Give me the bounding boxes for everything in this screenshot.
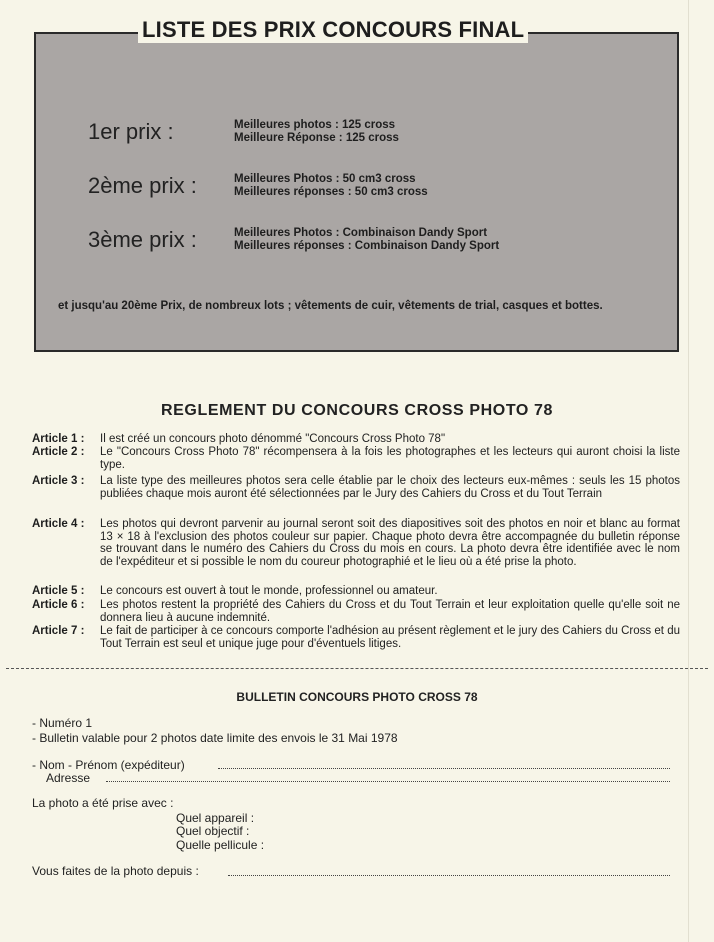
article-label: Article 3 : [32,475,85,487]
prize-second [88,172,668,212]
prize-label: 1er prix : [88,119,174,144]
article-label: Article 5 : [32,585,85,597]
name-label: - Nom - Prénom (expéditeur) [32,758,185,772]
prize-line: Meilleures réponses : Combinaison Dandy Sport [234,240,500,252]
article-label: Article 4 : [32,518,85,530]
prize-detail [234,227,499,253]
article [32,475,680,500]
camera-label: Quel appareil : [176,811,255,825]
article-label: Article 6 : [32,599,85,611]
prize-detail [234,119,399,145]
article-text: Les photos qui devront parvenir au journal seront soit des diapositives soit des photos en noir et blanc au format 13 × 18 à l'exclusion des photos couleur sur papier. Chaque photo devra être accompagnée du bulletin réponse se trouvant dans le numéro des Cahiers du Cross du mois en cours. La photo devra être identifiée avec le nom de l'expéditeur et si possible le nom du coureur photographié et le lieu où a été prise la photo. [100,518,680,568]
bulletin-title: BULLETIN CONCOURS PHOTO CROSS 78 [236,690,478,704]
cut-line [6,668,708,669]
article-text: Il est créé un concours photo dénommé "Concours Cross Photo 78" [100,433,446,445]
since-label: Vous faites de la photo depuis : [32,864,199,878]
article-text: Le "Concours Cross Photo 78" récompensera à la fois les photographes et les lecteurs qui auront choisi la liste type. [100,446,680,471]
address-field[interactable] [106,781,670,782]
article [32,585,680,598]
prize-footer: et jusqu'au 20ème Prix, de nombreux lots ; vêtements de cuir, vêtements de trial, casques et bottes. [58,300,603,312]
bulletin-validity: - Bulletin valable pour 2 photos date limite des envois le 31 Mai 1978 [32,731,398,745]
address-label: Adresse [46,771,91,785]
article-text: Les photos restent la propriété des Cahiers du Cross et du Tout Terrain et leur exploitation quelle qu'elle soit ne donnera lieu à aucune indemnité. [100,599,680,624]
prize-line: Meilleures photos : 125 cross [234,119,396,131]
rules-title: REGLEMENT DU CONCOURS CROSS PHOTO 78 [160,402,553,419]
prize-line: Meilleures réponses : 50 cm3 cross [234,186,428,198]
photo-taken-label: La photo a été prise avec : [32,796,174,810]
article-text: La liste type des meilleures photos sera celle établie par le choix des lecteurs eux-mêmes : seuls les 15 photos publiées chaque mois auront été sélectionnées par le Jury des Cahiers du Cross et du Tout Terrain [100,475,680,500]
page-edge [688,0,689,942]
prize-line: Meilleure Réponse : 125 cross [234,132,399,144]
article-label: Article 1 : [32,433,85,445]
name-field[interactable] [218,768,670,769]
article [32,446,680,471]
since-field[interactable] [228,875,670,876]
film-label: Quelle pellicule : [176,838,265,852]
article [32,625,680,650]
article-label: Article 7 : [32,625,85,637]
prize-line: Meilleures Photos : 50 cm3 cross [234,173,416,185]
lens-label: Quel objectif : [176,824,250,838]
article-label: Article 2 : [32,446,85,458]
article [32,433,680,446]
prize-line: Meilleures Photos : Combinaison Dandy Sport [234,227,488,239]
prize-list-title: LISTE DES PRIX CONCOURS FINAL [138,17,528,43]
article [32,518,680,568]
prize-label: 3ème prix : [88,227,197,252]
prize-first [88,118,668,158]
article-text: Le concours est ouvert à tout le monde, professionnel ou amateur. [100,585,438,597]
prize-label: 2ème prix : [88,173,197,198]
bulletin-numero: - Numéro 1 [32,716,93,730]
prize-detail [234,173,428,199]
prize-third [88,226,668,266]
article-text: Le fait de participer à ce concours comporte l'adhésion au présent règlement et le jury des Cahiers du Cross et du Tout Terrain est seul et unique juge pour d'éventuels litiges. [100,625,680,650]
article [32,599,680,624]
